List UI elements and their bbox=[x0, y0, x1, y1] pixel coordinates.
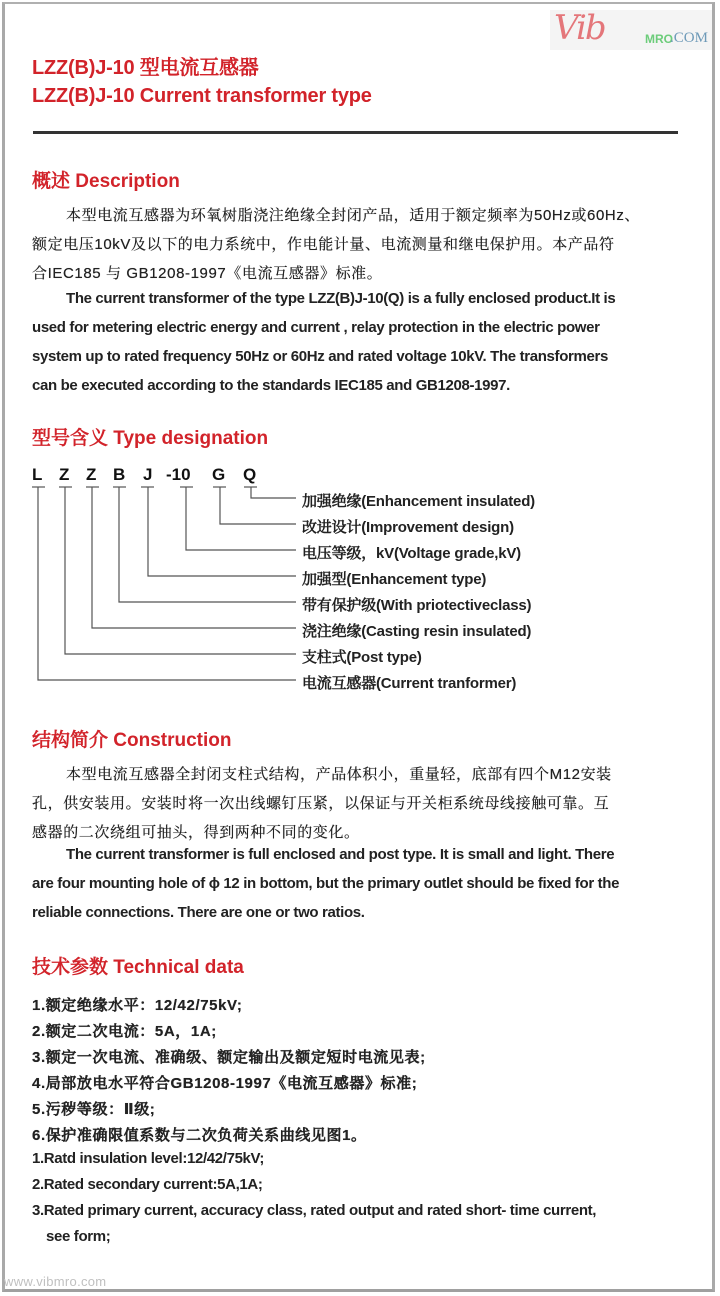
description-cn-paragraph bbox=[32, 201, 682, 288]
designation-meaning-j: 加强型(Enhancement type) bbox=[302, 571, 487, 588]
type-designation-heading: 型号含义 Type designation bbox=[32, 428, 269, 449]
code-letter-g: G bbox=[212, 465, 226, 484]
type-designation-diagram bbox=[0, 455, 720, 705]
tech-item-cn-2: 2.额定二次电流：5A，1A; bbox=[32, 1023, 217, 1040]
designation-meaning-b: 带有保护级(With priotectiveclass) bbox=[302, 597, 532, 614]
tech-item-en-3-continued: see form; bbox=[46, 1228, 111, 1245]
description-heading: 概述 Description bbox=[32, 171, 180, 192]
construction-en-line: The current transformer is full enclosed and post type. It is small and light. There bbox=[66, 846, 615, 863]
designation-meaning-g: 改进设计(Improvement design) bbox=[302, 519, 514, 536]
construction-heading: 结构简介 Construction bbox=[32, 730, 232, 751]
code-letter-z1: Z bbox=[59, 465, 70, 484]
site-watermark: www.vibmro.com bbox=[4, 1274, 107, 1289]
construction-en-line: reliable connections. There are one or two ratios. bbox=[32, 904, 365, 921]
description-cn-line: 额定电压10kV及以下的电力系统中，作电能计量、电流测量和继电保护用。本产品符 bbox=[32, 236, 615, 253]
vibmro-logo bbox=[550, 10, 712, 50]
designation-meaning-q: 加强绝缘(Enhancement insulated) bbox=[302, 493, 535, 510]
construction-cn-paragraph bbox=[32, 760, 682, 847]
construction-en-paragraph bbox=[32, 840, 682, 927]
logo-mro: MRO bbox=[645, 32, 673, 46]
logo-script: Vib bbox=[554, 8, 605, 48]
tech-item-cn-1: 1.额定绝缘水平：12/42/75kV; bbox=[32, 997, 243, 1014]
designation-meaning-z2: 浇注绝缘(Casting resin insulated) bbox=[302, 623, 532, 640]
tech-item-cn-6: 6.保护准确限值系数与二次负荷关系曲线见图1。 bbox=[32, 1127, 367, 1144]
code-letter-q: Q bbox=[243, 465, 257, 484]
description-cn-line: 合IEC185 与 GB1208-1997《电流互感器》标准。 bbox=[32, 265, 383, 282]
designation-meaning-10: 电压等级，kV(Voltage grade,kV) bbox=[302, 545, 521, 562]
description-en-line: used for metering electric energy and current , relay protection in the electric power bbox=[32, 319, 600, 336]
tech-item-cn-3: 3.额定一次电流、准确级、额定输出及额定短时电流见表; bbox=[32, 1049, 426, 1066]
tech-item-en-3: 3.Rated primary current, accuracy class, rated output and rated short- time current, bbox=[32, 1202, 597, 1219]
construction-cn-line: 感器的二次绕组可抽头，得到两种不同的变化。 bbox=[32, 824, 360, 841]
description-en-line: system up to rated frequency 50Hz or 60Hz and rated voltage 10kV. The transformers bbox=[32, 348, 608, 365]
code-letter-z2: Z bbox=[86, 465, 97, 484]
logo-com: .COM bbox=[670, 30, 708, 46]
construction-cn-line: 本型电流互感器全封闭支柱式结构，产品体积小，重量轻，底部有四个M12安装 bbox=[66, 766, 612, 783]
description-cn-line: 本型电流互感器为环氧树脂浇注绝缘全封闭产品，适用于额定频率为50Hz或60Hz、 bbox=[66, 207, 641, 224]
code-voltage-10: -10 bbox=[166, 465, 191, 484]
designation-meaning-z1: 支柱式(Post type) bbox=[302, 649, 422, 666]
tech-item-en-2: 2.Rated secondary current:5A,1A; bbox=[32, 1176, 263, 1193]
construction-en-line: are four mounting hole of ϕ 12 in bottom, but the primary outlet should be fixed for the bbox=[32, 875, 620, 892]
code-letter-b: B bbox=[113, 465, 126, 484]
description-en-paragraph bbox=[32, 284, 682, 400]
tech-item-cn-4: 4.局部放电水平符合GB1208-1997《电流互感器》标准; bbox=[32, 1075, 418, 1092]
title-chinese: LZZ(B)J-10 型电流互感器 bbox=[32, 57, 259, 79]
tech-item-cn-5: 5.污秽等级：Ⅱ级; bbox=[32, 1101, 156, 1118]
tech-item-en-1: 1.Ratd insulation level:12/42/75kV; bbox=[32, 1150, 265, 1167]
title-english: LZZ(B)J-10 Current transformer type bbox=[32, 85, 372, 107]
description-en-line: The current transformer of the type LZZ(B)J-10(Q) is a fully enclosed product.It is bbox=[66, 290, 616, 307]
construction-cn-line: 孔，供安装用。安装时将一次出线螺钉压紧，以保证与开关柜系统母线接触可靠。互 bbox=[32, 795, 610, 812]
description-en-line: can be executed according to the standards IEC185 and GB1208-1997. bbox=[32, 377, 510, 394]
code-letter-j: J bbox=[143, 465, 153, 484]
designation-meaning-l: 电流互感器(Current tranformer) bbox=[302, 675, 517, 692]
header-divider bbox=[33, 131, 678, 134]
code-letter-l: L bbox=[32, 465, 43, 484]
technical-data-heading: 技术参数 Technical data bbox=[32, 957, 244, 978]
